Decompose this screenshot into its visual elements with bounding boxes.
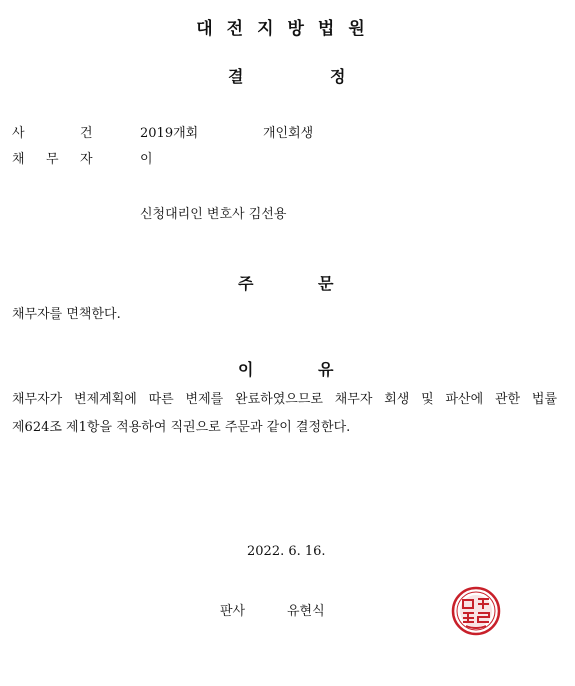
case-label-char-1: 사 bbox=[12, 126, 25, 141]
judge-name: 유현식 bbox=[287, 604, 325, 619]
debtor-label-char-2: 무 bbox=[46, 152, 59, 167]
reason-line-2: 제624조 제1항을 적용하여 직권으로 주문과 같이 결정한다. bbox=[12, 420, 351, 435]
case-number: 2019개회 bbox=[140, 126, 199, 141]
debtor-label-char-3: 자 bbox=[80, 152, 93, 167]
debtor-name: 이 bbox=[140, 152, 153, 167]
representative: 신청대리인 변호사 김선용 bbox=[140, 207, 287, 222]
court-name: 대전지방법원 bbox=[196, 19, 379, 39]
order-heading-right: 문 bbox=[318, 274, 334, 293]
judge-title: 판사 bbox=[220, 604, 246, 619]
reason-heading-right: 유 bbox=[318, 360, 334, 379]
case-name: 개인회생 bbox=[263, 126, 314, 141]
doc-type-right: 정 bbox=[330, 67, 346, 86]
case-label-char-2: 건 bbox=[80, 126, 93, 141]
reason-heading-left: 이 bbox=[238, 360, 254, 379]
order-heading-left: 주 bbox=[238, 274, 254, 293]
order-text: 채무자를 면책한다. bbox=[12, 307, 121, 322]
debtor-label-char-1: 채 bbox=[12, 152, 25, 167]
reason-line-1: 채무자가 변제계획에 따른 변제를 완료하였으므로 채무자 회생 및 파산에 관한 법률 bbox=[12, 392, 557, 407]
decision-date: 2022. 6. 16. bbox=[247, 544, 326, 559]
doc-type-left: 결 bbox=[228, 67, 244, 86]
court-seal-stamp bbox=[451, 586, 501, 636]
